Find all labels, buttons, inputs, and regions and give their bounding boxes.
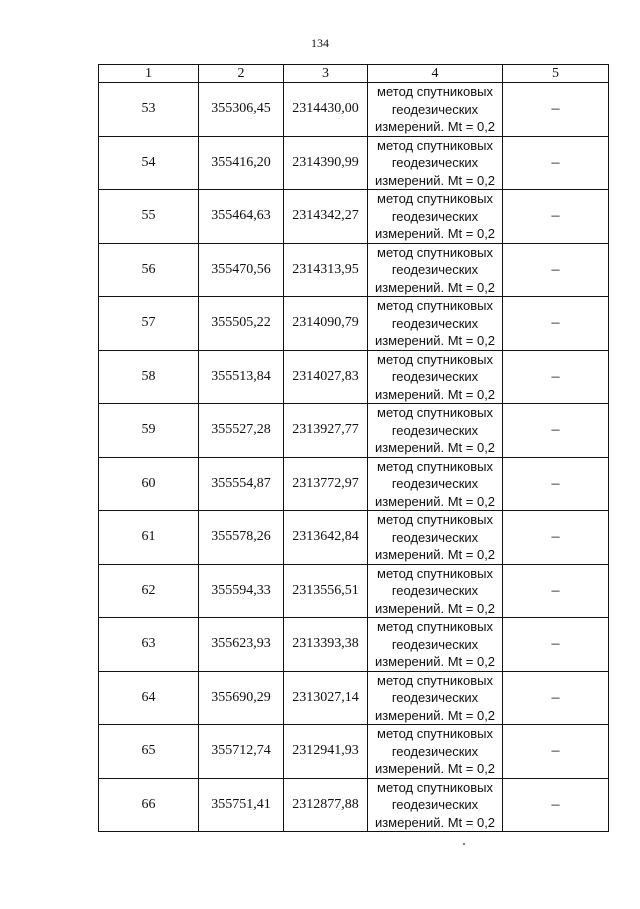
method-cell: метод спутниковых геодезических измерений. Mt = 0,2 — [368, 725, 503, 779]
table-row — [99, 297, 609, 351]
point-number-cell: 58 — [99, 350, 199, 404]
x-coordinate-cell: 355470,56 — [199, 243, 284, 297]
table-row — [99, 136, 609, 190]
page-number: 134 — [311, 36, 329, 50]
table-body — [99, 83, 609, 832]
column-header-y: 3 — [284, 65, 368, 83]
table-row — [99, 243, 609, 297]
method-cell: метод спутниковых геодезических измерений. Mt = 0,2 — [368, 511, 503, 565]
y-coordinate-cell: 2313927,77 — [284, 404, 368, 458]
table-row — [99, 778, 609, 832]
description-cell: – — [503, 243, 609, 297]
method-cell: метод спутниковых геодезических измерений. Mt = 0,2 — [368, 83, 503, 137]
point-number-cell: 55 — [99, 190, 199, 244]
description-cell: – — [503, 564, 609, 618]
y-coordinate-cell: 2314027,83 — [284, 350, 368, 404]
description-cell: – — [503, 83, 609, 137]
y-coordinate-cell: 2313642,84 — [284, 511, 368, 565]
description-cell: – — [503, 297, 609, 351]
method-cell: метод спутниковых геодезических измерений. Mt = 0,2 — [368, 778, 503, 832]
y-coordinate-cell: 2312877,88 — [284, 778, 368, 832]
point-number-cell: 63 — [99, 618, 199, 672]
y-coordinate-cell: 2313027,14 — [284, 671, 368, 725]
method-cell: метод спутниковых геодезических измерений. Mt = 0,2 — [368, 618, 503, 672]
method-cell: метод спутниковых геодезических измерений. Mt = 0,2 — [368, 190, 503, 244]
point-number-cell: 54 — [99, 136, 199, 190]
point-number-cell: 53 — [99, 83, 199, 137]
method-cell: метод спутниковых геодезических измерений. Mt = 0,2 — [368, 404, 503, 458]
x-coordinate-cell: 355712,74 — [199, 725, 284, 779]
table-row — [99, 564, 609, 618]
column-header-point-number: 1 — [99, 65, 199, 83]
x-coordinate-cell: 355505,22 — [199, 297, 284, 351]
description-cell: – — [503, 511, 609, 565]
table-row — [99, 618, 609, 672]
description-cell: – — [503, 618, 609, 672]
point-number-cell: 65 — [99, 725, 199, 779]
y-coordinate-cell: 2312941,93 — [284, 725, 368, 779]
x-coordinate-cell: 355513,84 — [199, 350, 284, 404]
y-coordinate-cell: 2314390,99 — [284, 136, 368, 190]
x-coordinate-cell: 355464,63 — [199, 190, 284, 244]
description-cell: – — [503, 725, 609, 779]
table-row — [99, 671, 609, 725]
x-coordinate-cell: 355416,20 — [199, 136, 284, 190]
x-coordinate-cell: 355690,29 — [199, 671, 284, 725]
point-number-cell: 59 — [99, 404, 199, 458]
method-cell: метод спутниковых геодезических измерений. Mt = 0,2 — [368, 136, 503, 190]
description-cell: – — [503, 404, 609, 458]
table-row — [99, 83, 609, 137]
method-cell: метод спутниковых геодезических измерений. Mt = 0,2 — [368, 350, 503, 404]
x-coordinate-cell: 355527,28 — [199, 404, 284, 458]
description-cell: – — [503, 457, 609, 511]
table-row — [99, 190, 609, 244]
x-coordinate-cell: 355594,33 — [199, 564, 284, 618]
column-header-description: 5 — [503, 65, 609, 83]
point-number-cell: 62 — [99, 564, 199, 618]
description-cell: – — [503, 671, 609, 725]
table-row — [99, 511, 609, 565]
point-number-cell: 60 — [99, 457, 199, 511]
scan-dot — [463, 843, 465, 845]
column-header-x: 2 — [199, 65, 284, 83]
table-row — [99, 457, 609, 511]
column-header-method: 4 — [368, 65, 503, 83]
description-cell: – — [503, 350, 609, 404]
coordinates-table — [98, 64, 609, 832]
description-cell: – — [503, 190, 609, 244]
table-header-row — [99, 65, 609, 83]
x-coordinate-cell: 355306,45 — [199, 83, 284, 137]
point-number-cell: 61 — [99, 511, 199, 565]
description-cell: – — [503, 136, 609, 190]
description-cell: – — [503, 778, 609, 832]
x-coordinate-cell: 355751,41 — [199, 778, 284, 832]
x-coordinate-cell: 355623,93 — [199, 618, 284, 672]
y-coordinate-cell: 2314090,79 — [284, 297, 368, 351]
point-number-cell: 64 — [99, 671, 199, 725]
table-row — [99, 725, 609, 779]
x-coordinate-cell: 355554,87 — [199, 457, 284, 511]
point-number-cell: 66 — [99, 778, 199, 832]
y-coordinate-cell: 2314313,95 — [284, 243, 368, 297]
method-cell: метод спутниковых геодезических измерений. Mt = 0,2 — [368, 297, 503, 351]
method-cell: метод спутниковых геодезических измерений. Mt = 0,2 — [368, 243, 503, 297]
y-coordinate-cell: 2314430,00 — [284, 83, 368, 137]
y-coordinate-cell: 2313393,38 — [284, 618, 368, 672]
method-cell: метод спутниковых геодезических измерений. Mt = 0,2 — [368, 671, 503, 725]
y-coordinate-cell: 2314342,27 — [284, 190, 368, 244]
table-row — [99, 350, 609, 404]
table-row — [99, 404, 609, 458]
method-cell: метод спутниковых геодезических измерений. Mt = 0,2 — [368, 457, 503, 511]
method-cell: метод спутниковых геодезических измерений. Mt = 0,2 — [368, 564, 503, 618]
y-coordinate-cell: 2313772,97 — [284, 457, 368, 511]
y-coordinate-cell: 2313556,51 — [284, 564, 368, 618]
point-number-cell: 57 — [99, 297, 199, 351]
point-number-cell: 56 — [99, 243, 199, 297]
x-coordinate-cell: 355578,26 — [199, 511, 284, 565]
